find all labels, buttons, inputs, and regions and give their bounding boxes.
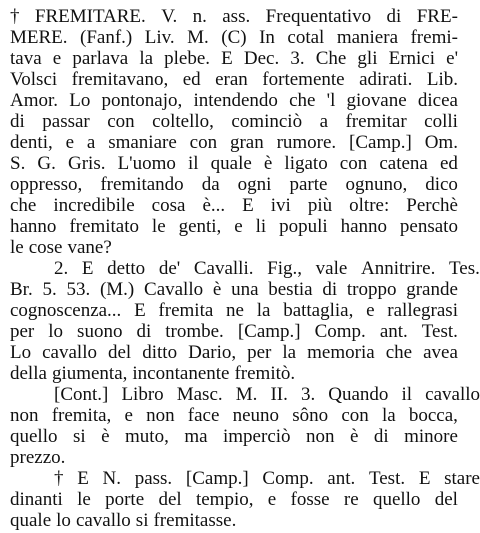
word: Amor. bbox=[10, 90, 59, 111]
word: dico bbox=[425, 174, 458, 195]
word: la bbox=[139, 48, 154, 69]
word: Br. bbox=[10, 279, 33, 300]
word: Frequentativo bbox=[265, 6, 372, 27]
word: E bbox=[77, 468, 89, 489]
word: con bbox=[189, 132, 218, 153]
word: cavallo bbox=[75, 510, 131, 531]
word: tava bbox=[10, 48, 42, 69]
word: quello bbox=[372, 489, 421, 510]
word: (C) bbox=[221, 27, 247, 48]
word: cosa bbox=[151, 195, 186, 216]
word: (Fanf.) bbox=[80, 27, 133, 48]
word: ant. bbox=[327, 468, 356, 489]
word: imperciò bbox=[223, 426, 291, 447]
word: e bbox=[124, 405, 133, 426]
word: memoria bbox=[307, 342, 375, 363]
word: pass. bbox=[134, 468, 173, 489]
word: Lo bbox=[69, 90, 91, 111]
word: n. bbox=[192, 6, 207, 27]
word: 3. bbox=[290, 48, 305, 69]
word: Perchè bbox=[406, 195, 458, 216]
word: hanno bbox=[340, 216, 387, 237]
word: fremita, bbox=[51, 405, 112, 426]
word: fortemente bbox=[262, 69, 345, 90]
word: lo bbox=[48, 321, 64, 342]
word: II. bbox=[270, 384, 288, 405]
word: del bbox=[158, 489, 182, 510]
word: Cavalli. bbox=[193, 258, 254, 279]
word: quale bbox=[10, 510, 52, 531]
word: de' bbox=[158, 258, 181, 279]
word: della bbox=[10, 363, 47, 384]
text-line bbox=[10, 508, 458, 533]
word: colli bbox=[424, 111, 458, 132]
word: battaglia, bbox=[283, 300, 354, 321]
word: con bbox=[339, 153, 368, 174]
word: fremitò. bbox=[234, 363, 296, 384]
word: per bbox=[247, 342, 272, 363]
word: oppresso, bbox=[10, 174, 83, 195]
word: tempio, bbox=[195, 489, 254, 510]
word: rumore. bbox=[276, 132, 337, 153]
word: fremitato bbox=[69, 216, 139, 237]
word: fremitavano, bbox=[71, 69, 169, 90]
word: parlava bbox=[72, 48, 129, 69]
word: si bbox=[135, 510, 149, 531]
word: Gris. bbox=[68, 153, 106, 174]
word: trombe. bbox=[165, 321, 224, 342]
word: Annitrire. bbox=[360, 258, 436, 279]
word: [Cont.] bbox=[54, 384, 109, 405]
word: E bbox=[134, 300, 146, 321]
word: che bbox=[10, 195, 37, 216]
word: E bbox=[242, 195, 254, 216]
word: di bbox=[322, 279, 338, 300]
word: Volsci bbox=[10, 69, 58, 90]
word: Om. bbox=[424, 132, 458, 153]
word: Che bbox=[315, 48, 347, 69]
word: di bbox=[386, 6, 402, 27]
word: e bbox=[52, 48, 62, 69]
word: Test. bbox=[368, 468, 406, 489]
word: populi bbox=[279, 216, 328, 237]
word: Quando bbox=[328, 384, 389, 405]
word: † bbox=[10, 6, 20, 27]
word: adirati. bbox=[359, 69, 413, 90]
word: 5. bbox=[42, 279, 57, 300]
word: Liv. bbox=[144, 27, 175, 48]
word: gli bbox=[357, 48, 378, 69]
word: vale bbox=[315, 258, 348, 279]
word: muto, bbox=[125, 426, 169, 447]
word: Dario, bbox=[188, 342, 237, 363]
word: V. bbox=[161, 6, 178, 27]
word: [Camp.] bbox=[237, 321, 301, 342]
word: giumenta, bbox=[51, 363, 128, 384]
word: con bbox=[341, 405, 369, 426]
word: maniera bbox=[336, 27, 398, 48]
word: da bbox=[201, 174, 220, 195]
word: li bbox=[255, 216, 267, 237]
word: In bbox=[259, 27, 275, 48]
word: detto bbox=[107, 258, 146, 279]
word: ass. bbox=[222, 6, 251, 27]
word: avea bbox=[423, 342, 458, 363]
word: gran bbox=[229, 132, 264, 153]
word: incontanente bbox=[132, 363, 230, 384]
word: hanno bbox=[10, 216, 57, 237]
word: plebe. bbox=[164, 48, 211, 69]
word: ne bbox=[226, 300, 244, 321]
word: ma bbox=[184, 426, 208, 447]
word: che bbox=[289, 90, 316, 111]
word: † bbox=[54, 468, 64, 489]
word: a bbox=[319, 111, 328, 132]
word: Cavallo bbox=[144, 279, 204, 300]
word: coltello, bbox=[152, 111, 214, 132]
word: Libro bbox=[121, 384, 164, 405]
word: fremitasse. bbox=[153, 510, 237, 531]
word: cotal bbox=[287, 27, 325, 48]
word: è bbox=[212, 279, 222, 300]
word: L'uomo bbox=[117, 153, 176, 174]
word: non bbox=[10, 405, 39, 426]
word: le bbox=[151, 216, 166, 237]
word: fremitar bbox=[345, 111, 407, 132]
word: ogni bbox=[237, 174, 272, 195]
word: che bbox=[385, 342, 413, 363]
word: fremita bbox=[158, 300, 214, 321]
word: FREMITARE. bbox=[34, 6, 146, 27]
word: si bbox=[72, 426, 86, 447]
word: cavallo bbox=[42, 342, 97, 363]
word: è bbox=[263, 153, 273, 174]
word: 3. bbox=[300, 384, 316, 405]
word: del bbox=[434, 489, 458, 510]
word: lo bbox=[56, 510, 71, 531]
word: re bbox=[343, 489, 359, 510]
word: denti, bbox=[10, 132, 53, 153]
word: e bbox=[267, 489, 277, 510]
word: di bbox=[136, 321, 152, 342]
word: la bbox=[381, 405, 396, 426]
word: suono bbox=[77, 321, 123, 342]
word: quale bbox=[210, 153, 252, 174]
word: eran bbox=[215, 69, 248, 90]
word: minore bbox=[404, 426, 458, 447]
word: la bbox=[282, 342, 297, 363]
word: ivi bbox=[270, 195, 291, 216]
word: [Camp.] bbox=[185, 468, 249, 489]
word: pontonajo, bbox=[101, 90, 183, 111]
word: il bbox=[187, 153, 199, 174]
word: cavallo bbox=[425, 384, 480, 405]
word: pensato bbox=[399, 216, 458, 237]
word: per bbox=[10, 321, 35, 342]
word: incredibile bbox=[53, 195, 135, 216]
word: e bbox=[234, 216, 243, 237]
word: (M.) bbox=[99, 279, 135, 300]
word: 'l bbox=[326, 90, 336, 111]
word: [Camp.] bbox=[349, 132, 412, 153]
word: e' bbox=[446, 48, 458, 69]
word: 2. bbox=[54, 258, 69, 279]
word: dinanti bbox=[10, 489, 63, 510]
word: fosse bbox=[290, 489, 330, 510]
word: G. bbox=[37, 153, 56, 174]
word: Lib. bbox=[426, 69, 458, 90]
word: MERE. bbox=[10, 27, 68, 48]
word: di bbox=[10, 111, 25, 132]
word: face bbox=[187, 405, 220, 426]
word: stare bbox=[444, 468, 480, 489]
word: una bbox=[231, 279, 259, 300]
word: Fig., bbox=[267, 258, 302, 279]
word: intendendo bbox=[193, 90, 278, 111]
word: M. bbox=[235, 384, 258, 405]
word: Test. bbox=[421, 321, 458, 342]
word: a bbox=[86, 132, 96, 153]
word: vane? bbox=[67, 237, 112, 258]
word: Lo bbox=[10, 342, 32, 363]
word: ed bbox=[182, 69, 201, 90]
word: N. bbox=[102, 468, 121, 489]
word: cognoscenza... bbox=[10, 300, 122, 321]
word: M. bbox=[187, 27, 209, 48]
word: ligato bbox=[284, 153, 328, 174]
word: E bbox=[221, 48, 233, 69]
word: bestia bbox=[268, 279, 313, 300]
word: fremi- bbox=[410, 27, 458, 48]
word: Comp. bbox=[314, 321, 366, 342]
word: cominciò bbox=[231, 111, 303, 132]
word: del bbox=[108, 342, 132, 363]
word: oltre: bbox=[349, 195, 390, 216]
word: di bbox=[373, 426, 389, 447]
word: rallegrasi bbox=[387, 300, 458, 321]
word: Masc. bbox=[176, 384, 223, 405]
word: le bbox=[10, 237, 24, 258]
word: bocca, bbox=[408, 405, 458, 426]
word: prezzo. bbox=[10, 447, 66, 468]
word: genti, bbox=[178, 216, 222, 237]
word: parte bbox=[289, 174, 328, 195]
word: giovane bbox=[346, 90, 407, 111]
word: porte bbox=[105, 489, 145, 510]
word: è bbox=[349, 426, 359, 447]
word: grande bbox=[406, 279, 458, 300]
word: sôno bbox=[292, 405, 329, 426]
word: catena bbox=[379, 153, 428, 174]
word: 53. bbox=[66, 279, 91, 300]
word: Dec. bbox=[243, 48, 280, 69]
word: Ernici bbox=[388, 48, 436, 69]
word: quello bbox=[10, 426, 58, 447]
word: è bbox=[101, 426, 110, 447]
word: fremitando bbox=[100, 174, 184, 195]
word: E bbox=[418, 468, 431, 489]
word: più bbox=[307, 195, 333, 216]
word: S. bbox=[10, 153, 26, 174]
word: Tes. bbox=[449, 258, 480, 279]
word: e bbox=[366, 300, 375, 321]
word: non bbox=[306, 426, 335, 447]
word: con bbox=[107, 111, 135, 132]
word: la bbox=[256, 300, 271, 321]
word: ditto bbox=[142, 342, 178, 363]
word: dicea bbox=[417, 90, 458, 111]
word: smaniare bbox=[108, 132, 177, 153]
word: non bbox=[146, 405, 175, 426]
word: il bbox=[401, 384, 413, 405]
word: è... bbox=[202, 195, 226, 216]
word: le bbox=[77, 489, 91, 510]
word: troppo bbox=[346, 279, 397, 300]
word: Comp. bbox=[262, 468, 314, 489]
word: FRE- bbox=[416, 6, 458, 27]
word: E bbox=[81, 258, 94, 279]
word: cose bbox=[28, 237, 63, 258]
word: e bbox=[65, 132, 75, 153]
word: ed bbox=[439, 153, 458, 174]
word: passar bbox=[42, 111, 90, 132]
word: neuno bbox=[232, 405, 280, 426]
word: ognuno, bbox=[345, 174, 408, 195]
word: ant. bbox=[379, 321, 408, 342]
